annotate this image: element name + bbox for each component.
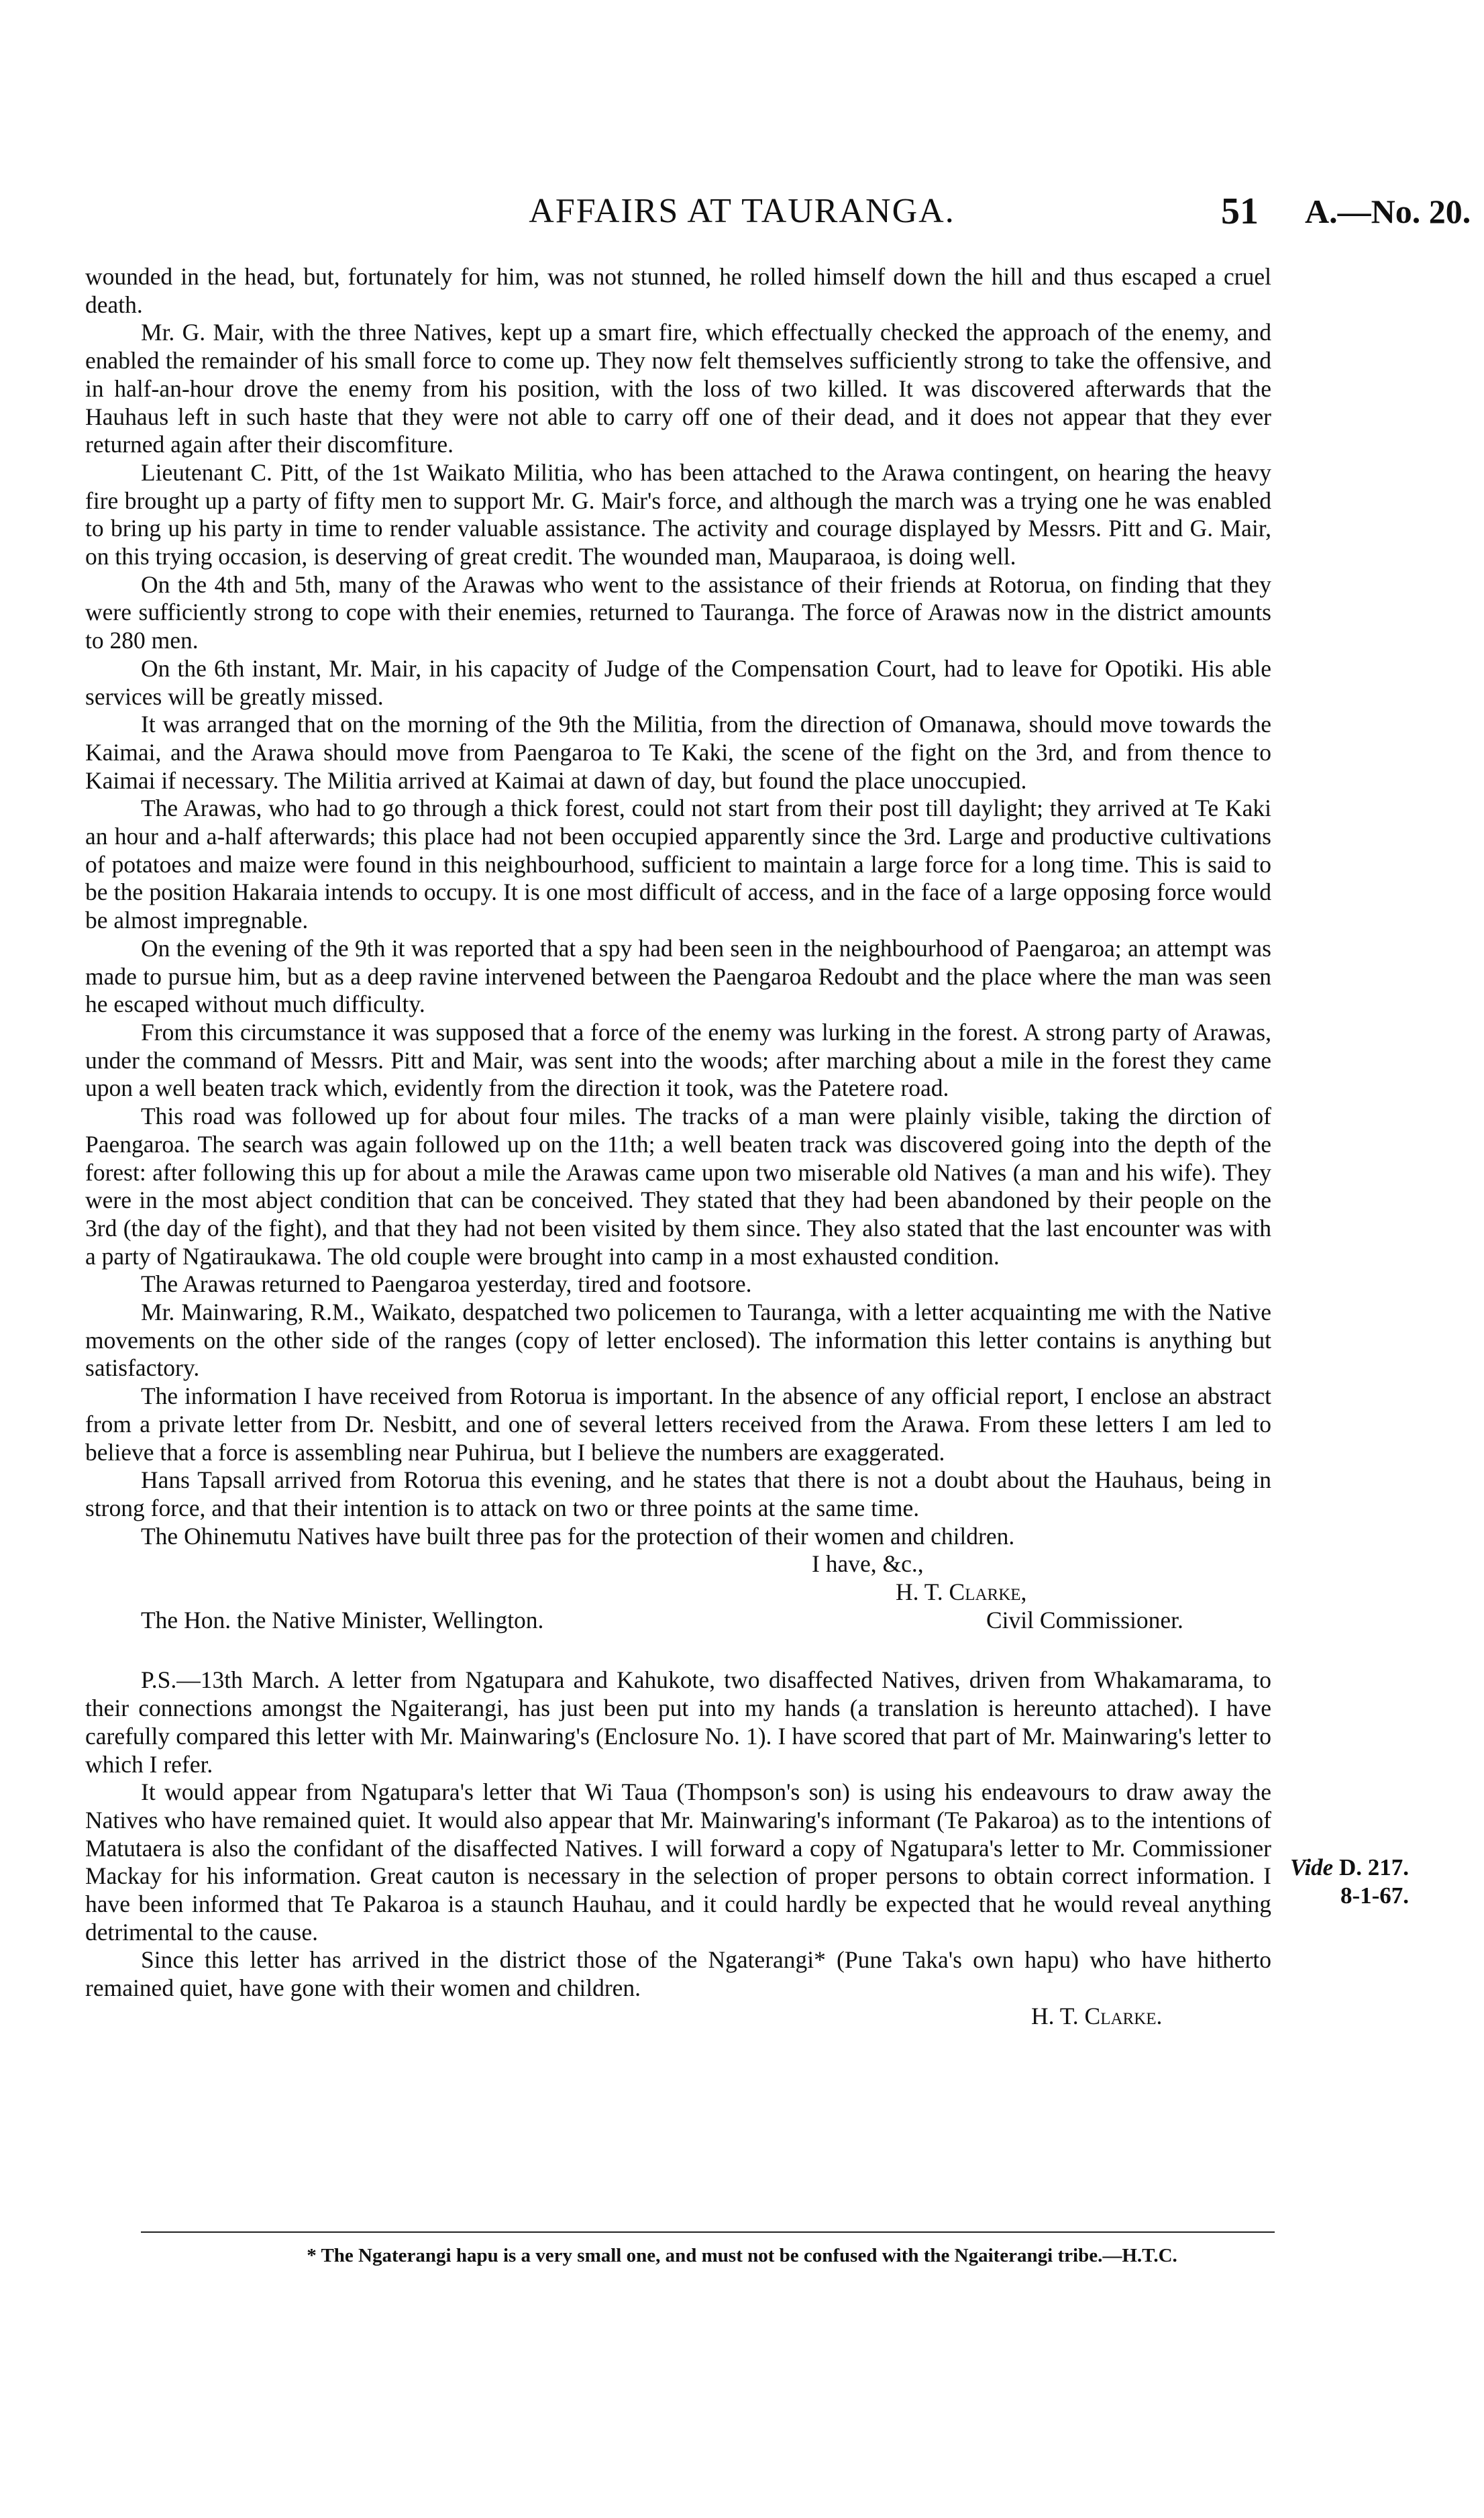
- postscript-paragraph: Since this letter has arrived in the district those of the Ngaterangi* (Pune Taka's own hapu) who have hitherto remained quiet, have gone with their women and children.: [85, 1946, 1271, 2002]
- margin-note-number: D. 217.: [1338, 1854, 1409, 1880]
- signature: H. T. Clarke,: [896, 1578, 1027, 1606]
- body-paragraph: On the 6th instant, Mr. Mair, in his capacity of Judge of the Compensation Court, had to leave for Opotiki. His able services will be greatly missed.: [85, 654, 1271, 710]
- postscript-paragraph: It would appear from Ngatupara's letter that Wi Taua (Thompson's son) is using his endeavours to draw away the Natives who have remained quiet. It would also appear that Mr. Mainwaring's informant (Te Pakaroa) as to the intentions of Matutaera is also the confidant of the disaffected Natives. I will forward a copy of Ngatupara's letter to Mr. Commissioner Mackay for his information. Great cauton is necessary in the selection of proper persons to obtain correct information. I have been informed that Te Pakaroa is a staunch Hauhau, and it could hardly be expected that he would reveal anything detrimental to the cause.: [85, 1778, 1271, 1946]
- body-paragraph: On the evening of the 9th it was reported that a spy had been seen in the neighbourhood of Paengaroa; an attempt was made to pursue him, but as a deep ravine intervened between the Paengaroa Redoubt and the place where the man was seen he escaped without much difficulty.: [85, 934, 1271, 1018]
- ps-signature-line: [85, 2003, 1271, 2031]
- closing-line-1: [85, 1550, 1271, 1578]
- body-paragraph: From this circumstance it was supposed that a force of the enemy was lurking in the forest. A strong party of Arawas, under the command of Messrs. Pitt and Mair, was sent into the woods; after marching about a mile in the forest they came upon a well beaten track which, evidently from the direction it took, was the Patetere road.: [85, 1018, 1271, 1102]
- body-paragraph: It was arranged that on the morning of the 9th the Militia, from the direction of Omanawa, should move towards the Kaimai, and the Arawa should move from Paengaroa to Te Kaki, the scene of the fight on the 3rd, and from thence to Kaimai if necessary. The Militia arrived at Kaimai at dawn of day, but found the place unoccupied.: [85, 711, 1271, 794]
- margin-note-date: 8-1-67.: [1340, 1882, 1409, 1909]
- page-header: [0, 181, 1484, 242]
- body-paragraph: The Ohinemutu Natives have built three pas for the protection of their women and children.: [141, 1522, 1015, 1550]
- footnote: * The Ngaterangi hapu is a very small one, and must not be confused with the Ngaiterangi tribe.—H.T.C.: [307, 2245, 1177, 2266]
- postscript: [85, 1666, 1271, 2030]
- valediction: I have, &c.,: [812, 1550, 924, 1578]
- letter-body: [85, 263, 1271, 2031]
- body-paragraph: The information I have received from Rotorua is important. In the absence of any official report, I enclose an abstract from a private letter from Dr. Nesbitt, and one of several letters received from the Arawa. From these letters I am led to believe that a force is assembling near Puhirua, but I believe the numbers are exaggerated.: [85, 1382, 1271, 1466]
- footnote-divider: [141, 2231, 1275, 2233]
- margin-note-ref: [1275, 1854, 1409, 1882]
- body-paragraph: The Arawas returned to Paengaroa yesterday, tired and footsore.: [141, 1270, 752, 1298]
- margin-note-vide: Vide: [1290, 1854, 1334, 1880]
- body-paragraph: The Arawas, who had to go through a thick forest, could not start from their post till daylight; they arrived at Te Kaki an hour and a-half afterwards; this place had not been occupied apparently since the 3rd. Large and productive cultivations of potatoes and maize were found in this neighbourhood, sufficient to maintain a large force for a long time. This is said to be the position Hakaraia intends to occupy. It is one most difficult of access, and in the face of a large opposing force would be almost impregnable.: [85, 795, 1271, 934]
- body-paragraph: On the 4th and 5th, many of the Arawas who went to the assistance of their friends at Rotorua, on finding that they were sufficiently strong to cope with their enemies, returned to Tauranga. The force of Arawas now in the district amounts to 280 men.: [85, 570, 1271, 654]
- page-title: AFFAIRS AT TAURANGA.: [529, 192, 955, 230]
- body-paragraph: Lieutenant C. Pitt, of the 1st Waikato Militia, who has been attached to the Arawa contingent, on hearing the heavy fire brought up a party of fifty men to support Mr. G. Mair's force, and although the march was a trying one he was enabled to bring up his party in time to render valuable assistance. The activity and courage displayed by Messrs. Pitt and G. Mair, on this trying occasion, is deserving of great credit. The wounded man, Mauparaoa, is doing well.: [85, 458, 1271, 570]
- page-number: 51: [1221, 191, 1259, 232]
- body-paragraph: wounded in the head, but, fortunately for him, was not stunned, he rolled himself down the hill and thus escaped a cruel death.: [85, 263, 1271, 318]
- signatory-position: Civil Commissioner.: [986, 1606, 1183, 1633]
- ps-signature: H. T. Clarke.: [1031, 2002, 1163, 2029]
- closing-line-2: [85, 1578, 1271, 1607]
- body-paragraph: This road was followed up for about four miles. The tracks of a man were plainly visible, taking the dirction of Paengaroa. The search was again followed up on the 11th; a well beaten track was discovered going into the depth of the forest: after following this up for about a mile the Arawas came upon two miserable old Natives (a man and his wife). They were in the most abject condition that can be conceived. They stated that they had been abandoned by their people on the 3rd (the day of the fight), and that they had not been visited by them since. They also stated that the last encounter was with a party of Ngatiraukawa. The old couple were brought into camp in a most exhausted condition.: [85, 1103, 1271, 1270]
- postscript-paragraph: P.S.—13th March. A letter from Ngatupara and Kahukote, two disaffected Natives, driven from Whakamarama, to their connections amongst the Ngaiterangi, has just been put into my hands (a translation is hereunto attached). I have carefully compared this letter with Mr. Mainwaring's (Enclosure No. 1). I have scored that part of Mr. Mainwaring's letter to which I refer.: [85, 1666, 1271, 1778]
- margin-note: [1275, 1854, 1409, 1910]
- body-paragraph: Mr. Mainwaring, R.M., Waikato, despatched two policemen to Tauranga, with a letter acquainting me with the Native movements on the other side of the ranges (copy of letter enclosed). The information this letter contains is anything but satisfactory.: [85, 1299, 1271, 1382]
- body-paragraph: Mr. G. Mair, with the three Natives, kept up a smart fire, which effectually checked the approach of the enemy, and enabled the remainder of his small force to come up. They now felt themselves sufficiently strong to take the offensive, and in half-an-hour drove the enemy from his position, with the loss of two killed. It was discovered afterwards that the Hauhaus left in such haste that they were not able to carry off one of their dead, and it does not appear that they ever returned again after their discomfiture.: [85, 319, 1271, 458]
- addressee: The Hon. the Native Minister, Wellington.: [141, 1606, 544, 1633]
- series-number: A.—No. 20.: [1305, 193, 1471, 230]
- closing-line-3: [85, 1607, 1271, 1635]
- body-paragraph: Hans Tapsall arrived from Rotorua this evening, and he states that there is not a doubt about the Hauhaus, being in strong force, and that their intention is to attack on two or three points at the same time.: [85, 1466, 1271, 1521]
